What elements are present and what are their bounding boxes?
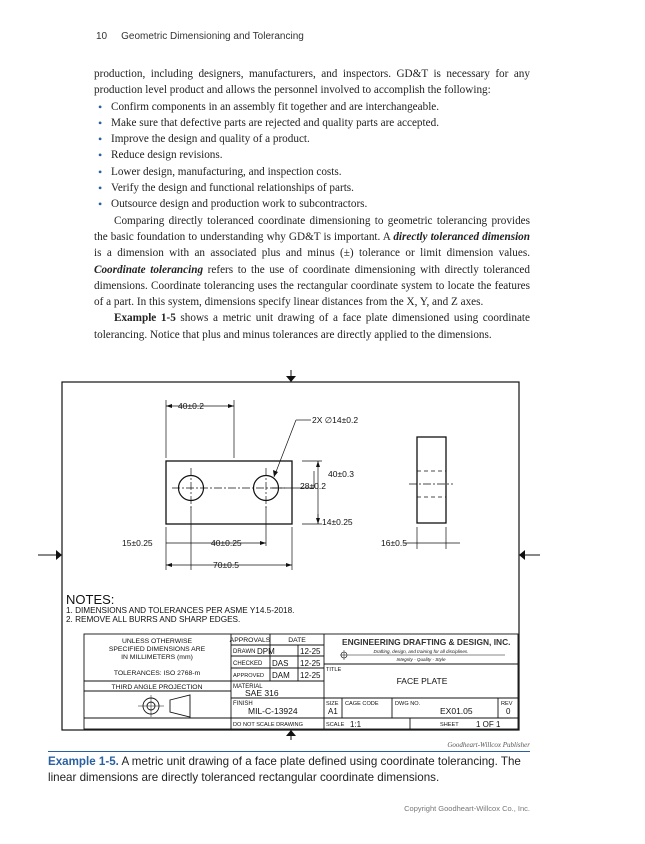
running-header — [96, 31, 304, 42]
svg-text:0: 0 — [506, 707, 511, 716]
bullet-icon: • — [98, 148, 103, 163]
projection-symbol-icon — [138, 695, 190, 717]
list-item: • Reduce design revisions. — [98, 148, 223, 163]
svg-text:12-25: 12-25 — [300, 647, 321, 656]
svg-text:12-25: 12-25 — [300, 671, 321, 680]
dim-28: 28±0.2 — [300, 481, 326, 491]
example-reference: Example 1-5 — [114, 312, 176, 325]
dim-hole-diameter: 2X ∅14±0.2 — [312, 415, 359, 425]
svg-text:SPECIFIED DIMENSIONS ARE: SPECIFIED DIMENSIONS ARE — [108, 646, 206, 653]
svg-text:SIZE: SIZE — [326, 701, 339, 707]
dim-15: 15±0.25 — [122, 538, 153, 548]
list-item: • Outsource design and production work to subcontractors. — [98, 197, 368, 212]
svg-text:UNLESS OTHERWISE: UNLESS OTHERWISE — [121, 638, 193, 645]
term-directly-toleranced: directly toleranced dimension — [393, 230, 530, 243]
dimension-arrows — [166, 404, 320, 567]
dim-40-bottom: 40±0.25 — [211, 538, 242, 548]
svg-text:DRAWN: DRAWN — [233, 649, 256, 655]
dim-14: 14±0.25 — [322, 517, 353, 527]
page-number: 10 — [96, 31, 108, 42]
bullet-icon: • — [98, 99, 103, 114]
company-name: ENGINEERING DRAFTING & DESIGN, INC. — [342, 637, 511, 647]
list-item: • Confirm components in an assembly fit together and are interchangeable. — [98, 99, 440, 114]
centerlines — [172, 468, 285, 508]
svg-text:A1: A1 — [328, 707, 338, 716]
svg-text:REV: REV — [501, 701, 513, 707]
svg-text:DATE: DATE — [288, 637, 306, 644]
svg-text:DWG NO.: DWG NO. — [395, 701, 421, 707]
bullet-icon: • — [98, 197, 103, 212]
svg-text:MATERIAL: MATERIAL — [233, 684, 263, 690]
svg-text:THIRD ANGLE PROJECTION: THIRD ANGLE PROJECTION — [111, 684, 203, 691]
list-item: • Improve the design and quality of a product. — [98, 132, 310, 147]
list-item: • Make sure that defective parts are rejected and quality parts are accepted. — [98, 115, 439, 130]
bullet-icon: • — [98, 115, 103, 130]
example-paragraph: Example 1-5 shows a metric unit drawing of a face plate dimensioned using coordinate tolerancing. Notice that plus and minus tolerances are directly applied to the dimensions. — [94, 312, 530, 341]
dim-40-right: 40±0.3 — [328, 469, 354, 479]
svg-text:APPROVED: APPROVED — [233, 673, 265, 679]
definition-paragraph: Comparing directly toleranced coordinate dimensioning to geometric tolerancing provides the basic foundation to understanding why GD&T is important. A directly toleranced dimension is a dimension with an associated plus and minus (±) tolerance or limit dimension values. Coordinate tolerancing refers to the use of coordinate dimensioning with directly toleranced dimensions. Coordinate tolerancing uses the rectangular coordinate system to locate the features of a part. In this system, dimensions specify linear distances from the X, Y, and Z axes. — [94, 214, 530, 309]
svg-text:DO NOT SCALE DRAWING: DO NOT SCALE DRAWING — [233, 722, 303, 728]
svg-text:TOLERANCES: ISO 2768-m: TOLERANCES: ISO 2768-m — [113, 670, 201, 677]
svg-text:CAGE CODE: CAGE CODE — [345, 701, 379, 707]
svg-text:Integrity - Quality - Style: Integrity - Quality - Style — [396, 657, 446, 662]
term-coordinate-tolerancing: Coordinate tolerancing — [94, 263, 204, 276]
svg-text:Drafting, design, and training: Drafting, design, and training for all disciplines. — [373, 649, 469, 654]
list-item: • Verify the design and functional relationships of parts. — [98, 181, 354, 196]
svg-text:DPM: DPM — [257, 647, 275, 656]
svg-text:12-25: 12-25 — [300, 659, 321, 668]
svg-text:FINISH: FINISH — [233, 701, 253, 707]
dim-70: 70±0.5 — [213, 560, 239, 570]
benefits-list — [94, 99, 530, 213]
drawing-title: FACE PLATE — [396, 676, 448, 686]
svg-text:1 OF 1: 1 OF 1 — [476, 720, 501, 729]
note-1: 1. DIMENSIONS AND TOLERANCES PER ASME Y14.5-2018. — [66, 606, 295, 615]
plate-side-view — [417, 437, 446, 523]
figure-credit: Goodheart-Willcox Publisher — [447, 741, 530, 749]
centering-marks — [56, 376, 525, 736]
notes-title: NOTES: — [66, 592, 115, 607]
copyright: Copyright Goodheart-Willcox Co., Inc. — [404, 804, 530, 813]
svg-text:SCALE: SCALE — [326, 722, 345, 728]
svg-text:MIL-C-13924: MIL-C-13924 — [248, 706, 298, 716]
caption-ref: Example 1-5. — [48, 755, 119, 768]
svg-text:DAM: DAM — [272, 671, 290, 680]
face-plate-drawing — [30, 370, 590, 740]
drawing-number: EX01.05 — [440, 706, 473, 716]
bullet-icon: • — [98, 181, 103, 196]
dim-16: 16±0.5 — [381, 538, 407, 548]
svg-text:SAE 316: SAE 316 — [245, 688, 279, 698]
note-2: 2. REMOVE ALL BURRS AND SHARP EDGES. — [66, 615, 241, 624]
svg-text:DAS: DAS — [272, 659, 289, 668]
dim-40-top: 40±0.2 — [178, 401, 204, 411]
chapter-title: Geometric Dimensioning and Tolerancing — [121, 31, 304, 42]
body-text — [94, 66, 530, 343]
svg-text:SHEET: SHEET — [440, 722, 459, 728]
figure-caption: Example 1-5. A metric unit drawing of a face plate defined using coordinate tolerancing. The linear dimensions are directly toleranced rectangular coordinate dimensions. — [48, 755, 521, 784]
bullet-icon: • — [98, 132, 103, 147]
svg-text:IN MILLIMETERS (mm): IN MILLIMETERS (mm) — [121, 654, 193, 661]
svg-text:CHECKED: CHECKED — [233, 661, 263, 667]
caption-rule — [48, 751, 530, 752]
list-item: • Lower design, manufacturing, and inspection costs. — [98, 164, 342, 179]
svg-text:TITLE: TITLE — [326, 667, 342, 673]
bullet-icon: • — [98, 164, 103, 179]
svg-text:1:1: 1:1 — [350, 720, 362, 729]
intro-paragraph: production, including designers, manufacturers, and inspectors. GD&T is necessary for any production level product and allows the personnel involved to accomplish the following: — [94, 68, 530, 97]
svg-text:APPROVALS: APPROVALS — [229, 637, 271, 644]
